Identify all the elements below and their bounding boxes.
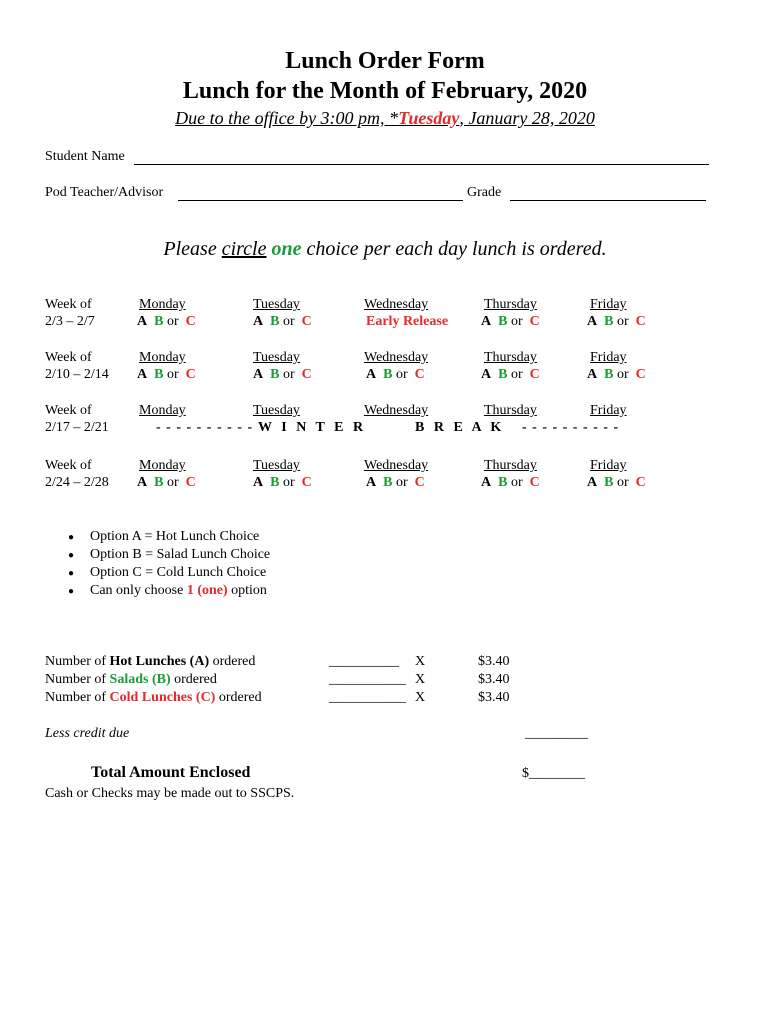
lunch-choice-monday[interactable]	[137, 367, 196, 383]
option-b: B	[604, 475, 614, 490]
week-range: 2/10 – 2/14	[45, 367, 109, 382]
option-b: B	[270, 314, 280, 329]
week-range: 2/17 – 2/21	[45, 420, 109, 435]
or-text: or	[510, 367, 523, 382]
day-header-monday: Monday	[139, 458, 186, 473]
option-item	[90, 583, 270, 601]
or-text: or	[616, 475, 629, 490]
order-code: (C)	[195, 690, 216, 705]
day-header-wednesday: Wednesday	[364, 297, 429, 312]
break-dashes-right: - - - - - - - - - -	[522, 420, 620, 435]
option-b: B	[154, 367, 164, 382]
order-post: ordered	[215, 690, 262, 705]
lunch-choice-friday[interactable]	[587, 314, 646, 330]
option-c: C	[414, 475, 425, 490]
lunch-choice-wednesday[interactable]	[366, 367, 425, 383]
option-a: A	[587, 367, 598, 382]
pod-teacher-label: Pod Teacher/Advisor	[45, 185, 164, 200]
multiply-sign: X	[415, 672, 426, 687]
week-label: Week of	[45, 403, 92, 418]
instruction-post: choice per each day lunch is ordered.	[301, 238, 607, 260]
option-a: A	[366, 367, 377, 382]
order-pre: Number of	[45, 690, 110, 705]
option-c: C	[529, 367, 540, 382]
order-pre: Number of	[45, 654, 110, 669]
or-text: or	[166, 314, 179, 329]
quantity-blank[interactable]: ___________	[329, 690, 406, 705]
unit-price: $3.40	[478, 654, 510, 669]
order-post: ordered	[170, 672, 217, 687]
option-b: B	[270, 367, 280, 382]
option-c: C	[529, 475, 540, 490]
day-header-tuesday: Tuesday	[253, 350, 300, 365]
unit-price: $3.40	[478, 690, 510, 705]
option-c: C	[414, 367, 425, 382]
day-header-monday: Monday	[139, 350, 186, 365]
or-text: or	[282, 314, 295, 329]
day-header-thursday: Thursday	[484, 458, 537, 473]
option-b: B	[604, 314, 614, 329]
lunch-choice-thursday[interactable]	[481, 314, 540, 330]
option-a: A	[587, 475, 598, 490]
week-label: Week of	[45, 297, 92, 312]
week-label: Week of	[45, 350, 92, 365]
total-blank[interactable]: $________	[522, 766, 585, 781]
option-c: C	[635, 475, 646, 490]
only-one-post: option	[227, 583, 267, 598]
option-a: A	[253, 367, 264, 382]
option-a: A	[366, 475, 377, 490]
option-c: C	[301, 367, 312, 382]
instruction-circle: circle	[221, 238, 267, 260]
order-kind: Hot Lunches	[109, 654, 187, 669]
option-b: B	[498, 367, 508, 382]
credit-blank[interactable]: _________	[525, 726, 588, 741]
option-a: A	[587, 314, 598, 329]
order-count-label	[45, 654, 255, 670]
option-b: B	[270, 475, 280, 490]
quantity-blank[interactable]: ___________	[329, 672, 406, 687]
or-text: or	[395, 367, 408, 382]
multiply-sign: X	[415, 654, 426, 669]
only-one-pre: Can only choose	[90, 583, 187, 598]
option-a: A	[481, 475, 492, 490]
order-code: (B)	[151, 672, 171, 687]
option-b: B	[154, 475, 164, 490]
option-c: C	[301, 314, 312, 329]
pod-teacher-field[interactable]	[178, 200, 463, 201]
lunch-choice-monday[interactable]	[137, 475, 196, 491]
day-header-monday: Monday	[139, 403, 186, 418]
order-code: (A)	[189, 654, 210, 669]
day-header-tuesday: Tuesday	[253, 458, 300, 473]
or-text: or	[510, 314, 523, 329]
or-text: or	[282, 367, 295, 382]
unit-price: $3.40	[478, 672, 510, 687]
or-text: or	[616, 367, 629, 382]
instruction-one: one	[271, 238, 302, 260]
day-header-monday: Monday	[139, 297, 186, 312]
student-name-field[interactable]	[134, 164, 709, 165]
day-header-friday: Friday	[590, 403, 627, 418]
option-a: A	[253, 314, 264, 329]
break-text: B R E A K	[415, 420, 502, 435]
total-label: Total Amount Enclosed	[91, 764, 251, 781]
day-header-tuesday: Tuesday	[253, 403, 300, 418]
day-header-thursday: Thursday	[484, 297, 537, 312]
option-c: C	[635, 314, 646, 329]
payable-note: Cash or Checks may be made out to SSCPS.	[45, 786, 295, 801]
break-dashes-left: - - - - - - - - - -	[156, 420, 254, 435]
lunch-choice-tuesday[interactable]	[253, 314, 312, 330]
option-a: A	[137, 367, 148, 382]
week-label: Week of	[45, 458, 92, 473]
option-item: ● Option C = Cold Lunch Choice	[90, 565, 270, 583]
day-header-friday: Friday	[590, 350, 627, 365]
instruction-text	[0, 238, 770, 261]
day-header-wednesday: Wednesday	[364, 350, 429, 365]
or-text: or	[510, 475, 523, 490]
options-list	[90, 529, 270, 601]
multiply-sign: X	[415, 690, 426, 705]
lunch-choice-monday[interactable]	[137, 314, 196, 330]
order-post: ordered	[209, 654, 256, 669]
option-a: A	[481, 314, 492, 329]
lunch-choice-thursday[interactable]	[481, 367, 540, 383]
due-day: Tuesday	[398, 108, 460, 128]
student-name-label: Student Name	[45, 149, 125, 164]
day-header-thursday: Thursday	[484, 403, 537, 418]
instruction-pre: Please	[163, 238, 222, 260]
due-suffix: , January 28, 2020	[459, 108, 595, 128]
or-text: or	[166, 475, 179, 490]
option-a: A	[253, 475, 264, 490]
day-header-wednesday: Wednesday	[364, 403, 429, 418]
option-c: C	[301, 475, 312, 490]
winter-text: W I N T E R	[258, 420, 364, 435]
option-b: B	[383, 475, 393, 490]
option-c: C	[529, 314, 540, 329]
option-c: C	[185, 475, 196, 490]
week-range: 2/3 – 2/7	[45, 314, 95, 329]
or-text: or	[166, 367, 179, 382]
due-prefix: Due to the office by 3:00 pm, *	[175, 108, 399, 128]
day-header-wednesday: Wednesday	[364, 458, 429, 473]
grade-field[interactable]	[510, 200, 706, 201]
option-b: B	[498, 314, 508, 329]
option-c: C	[185, 314, 196, 329]
day-header-friday: Friday	[590, 297, 627, 312]
option-a: A	[137, 475, 148, 490]
order-count-label	[45, 672, 217, 688]
option-b: B	[498, 475, 508, 490]
option-b: B	[604, 367, 614, 382]
order-kind: Cold Lunches	[109, 690, 193, 705]
only-one-bold: 1 (one)	[186, 583, 228, 598]
lunch-choice-friday[interactable]	[587, 475, 646, 491]
option-a: A	[137, 314, 148, 329]
or-text: or	[282, 475, 295, 490]
option-a: A	[481, 367, 492, 382]
early-release-note: Early Release	[366, 314, 449, 329]
option-c: C	[185, 367, 196, 382]
form-subtitle: Lunch for the Month of February, 2020	[182, 78, 588, 104]
option-item: ● Option A = Hot Lunch Choice	[90, 529, 270, 547]
week-range: 2/24 – 2/28	[45, 475, 109, 490]
day-header-thursday: Thursday	[484, 350, 537, 365]
due-date-line	[0, 108, 770, 129]
lunch-choice-thursday[interactable]	[481, 475, 540, 491]
lunch-choice-tuesday[interactable]	[253, 367, 312, 383]
order-count-label	[45, 690, 262, 706]
order-pre: Number of	[45, 672, 110, 687]
lunch-choice-tuesday[interactable]	[253, 475, 312, 491]
option-b: B	[154, 314, 164, 329]
option-b: B	[383, 367, 393, 382]
form-title: Lunch Order Form	[285, 48, 485, 74]
option-c: C	[635, 367, 646, 382]
order-kind: Salads	[109, 672, 149, 687]
option-item: ● Option B = Salad Lunch Choice	[90, 547, 270, 565]
or-text: or	[616, 314, 629, 329]
credit-label: Less credit due	[45, 726, 130, 741]
day-header-tuesday: Tuesday	[253, 297, 300, 312]
or-text: or	[395, 475, 408, 490]
grade-label: Grade	[467, 185, 502, 200]
lunch-choice-wednesday[interactable]	[366, 475, 425, 491]
day-header-friday: Friday	[590, 458, 627, 473]
lunch-choice-friday[interactable]	[587, 367, 646, 383]
quantity-blank[interactable]: __________	[329, 654, 399, 669]
